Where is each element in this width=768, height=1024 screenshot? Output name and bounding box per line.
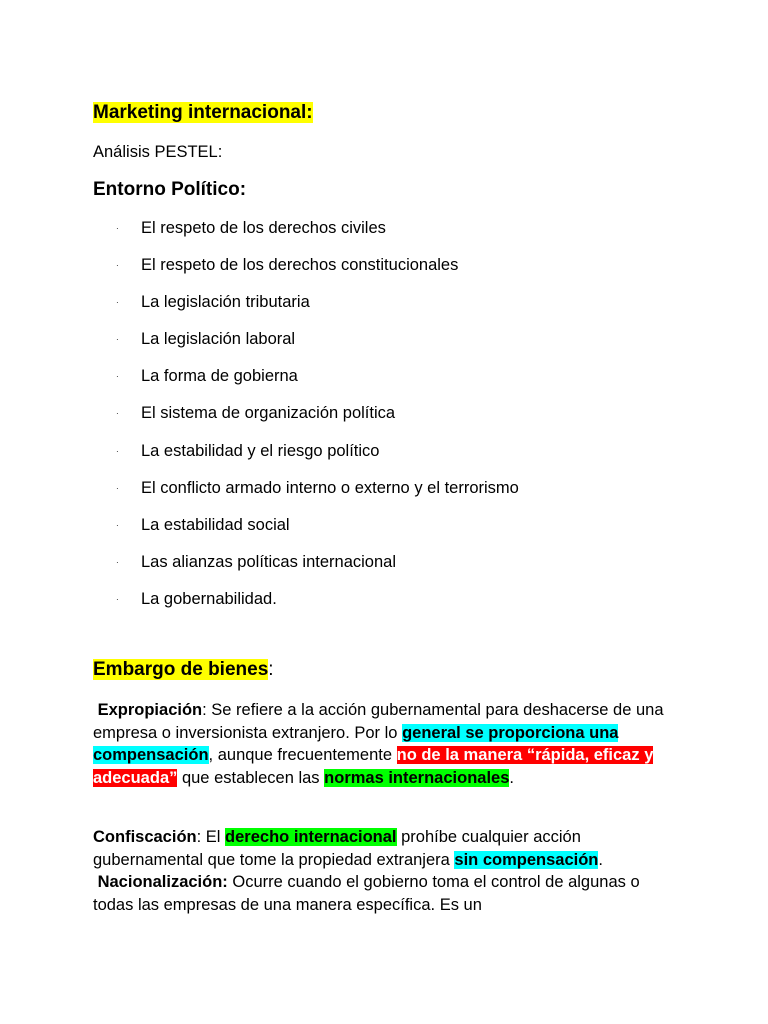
list-item-text: El conflicto armado interno o externo y el terrorismo	[141, 478, 519, 497]
highlight-red-text: no de la manera “rápida, eficaz y adecuada”	[93, 746, 654, 787]
paragraph-text: : El	[196, 828, 226, 846]
list-item-text: El respeto de los derechos civiles	[141, 219, 386, 237]
paragraph-text: , aunque frecuentemente	[208, 746, 397, 765]
list-item-text: Las alianzas políticas internacional	[141, 552, 396, 571]
paragraph-text: Ocurre cuando el gobierno toma el control de algunas o todas las empresas de una manera específica. Es un	[93, 873, 640, 914]
list-item-text: La estabilidad y el riesgo político	[141, 441, 380, 460]
term-confiscacion: Confiscación	[93, 828, 197, 846]
section-heading-entorno-politico: Entorno Político:	[93, 179, 247, 200]
paragraph-text: que establecen las	[177, 768, 325, 787]
term-expropiacion: Expropiación	[97, 701, 203, 719]
bullet-dot-icon: ·	[116, 446, 119, 456]
paragraph-text: .	[598, 850, 603, 869]
bullet-dot-icon: ·	[116, 594, 119, 604]
document-title-text: Marketing internacional:	[93, 102, 313, 123]
list-item-text: El respeto de los derechos constitucionales	[141, 256, 459, 275]
bullet-dot-icon: ·	[116, 557, 119, 567]
highlight-green-text: normas internacionales	[324, 768, 510, 787]
bullet-dot-icon: ·	[116, 224, 119, 233]
embargo-heading-text: Embargo de bienes	[93, 659, 269, 680]
list-item-text: El sistema de organización política	[141, 404, 396, 423]
embargo-heading-colon: :	[268, 659, 274, 680]
highlight-cyan-text: general se proporciona una compensación	[93, 723, 619, 765]
paragraph-text: : Se refiere a la acción gubernamental para deshacerse de una empresa o inversionista extranjero. Por lo	[93, 701, 664, 742]
section-heading-embargo	[93, 658, 274, 682]
document-subtitle: Análisis PESTEL:	[93, 143, 223, 161]
highlight-cyan-text: sin compensación	[454, 850, 599, 869]
list-item-text: La forma de gobierna	[141, 367, 298, 386]
paragraph-confiscacion	[93, 826, 673, 916]
paragraph-text: .	[509, 768, 514, 787]
bullet-dot-icon: ·	[116, 520, 119, 530]
bullet-dot-icon: ·	[116, 261, 119, 271]
document-title	[93, 101, 313, 125]
bullet-dot-icon: ·	[116, 483, 119, 493]
list-item-text: La legislación laboral	[141, 330, 296, 349]
highlight-green-text: derecho internacional	[225, 828, 397, 846]
paragraph-expropiacion	[93, 699, 673, 789]
list-item-text: La estabilidad social	[141, 515, 290, 534]
list-item-text: La legislación tributaria	[141, 293, 310, 312]
bullet-dot-icon: ·	[116, 335, 119, 345]
term-nacionalizacion: Nacionalización:	[97, 873, 228, 892]
bullet-dot-icon: ·	[116, 372, 119, 382]
list-item-text: La gobernabilidad.	[141, 589, 277, 608]
bullet-dot-icon: ·	[116, 409, 119, 419]
paragraph-text: prohíbe cualquier acción gubernamental que tome la propiedad extranjera	[93, 828, 581, 869]
bullet-dot-icon: ·	[116, 298, 119, 308]
